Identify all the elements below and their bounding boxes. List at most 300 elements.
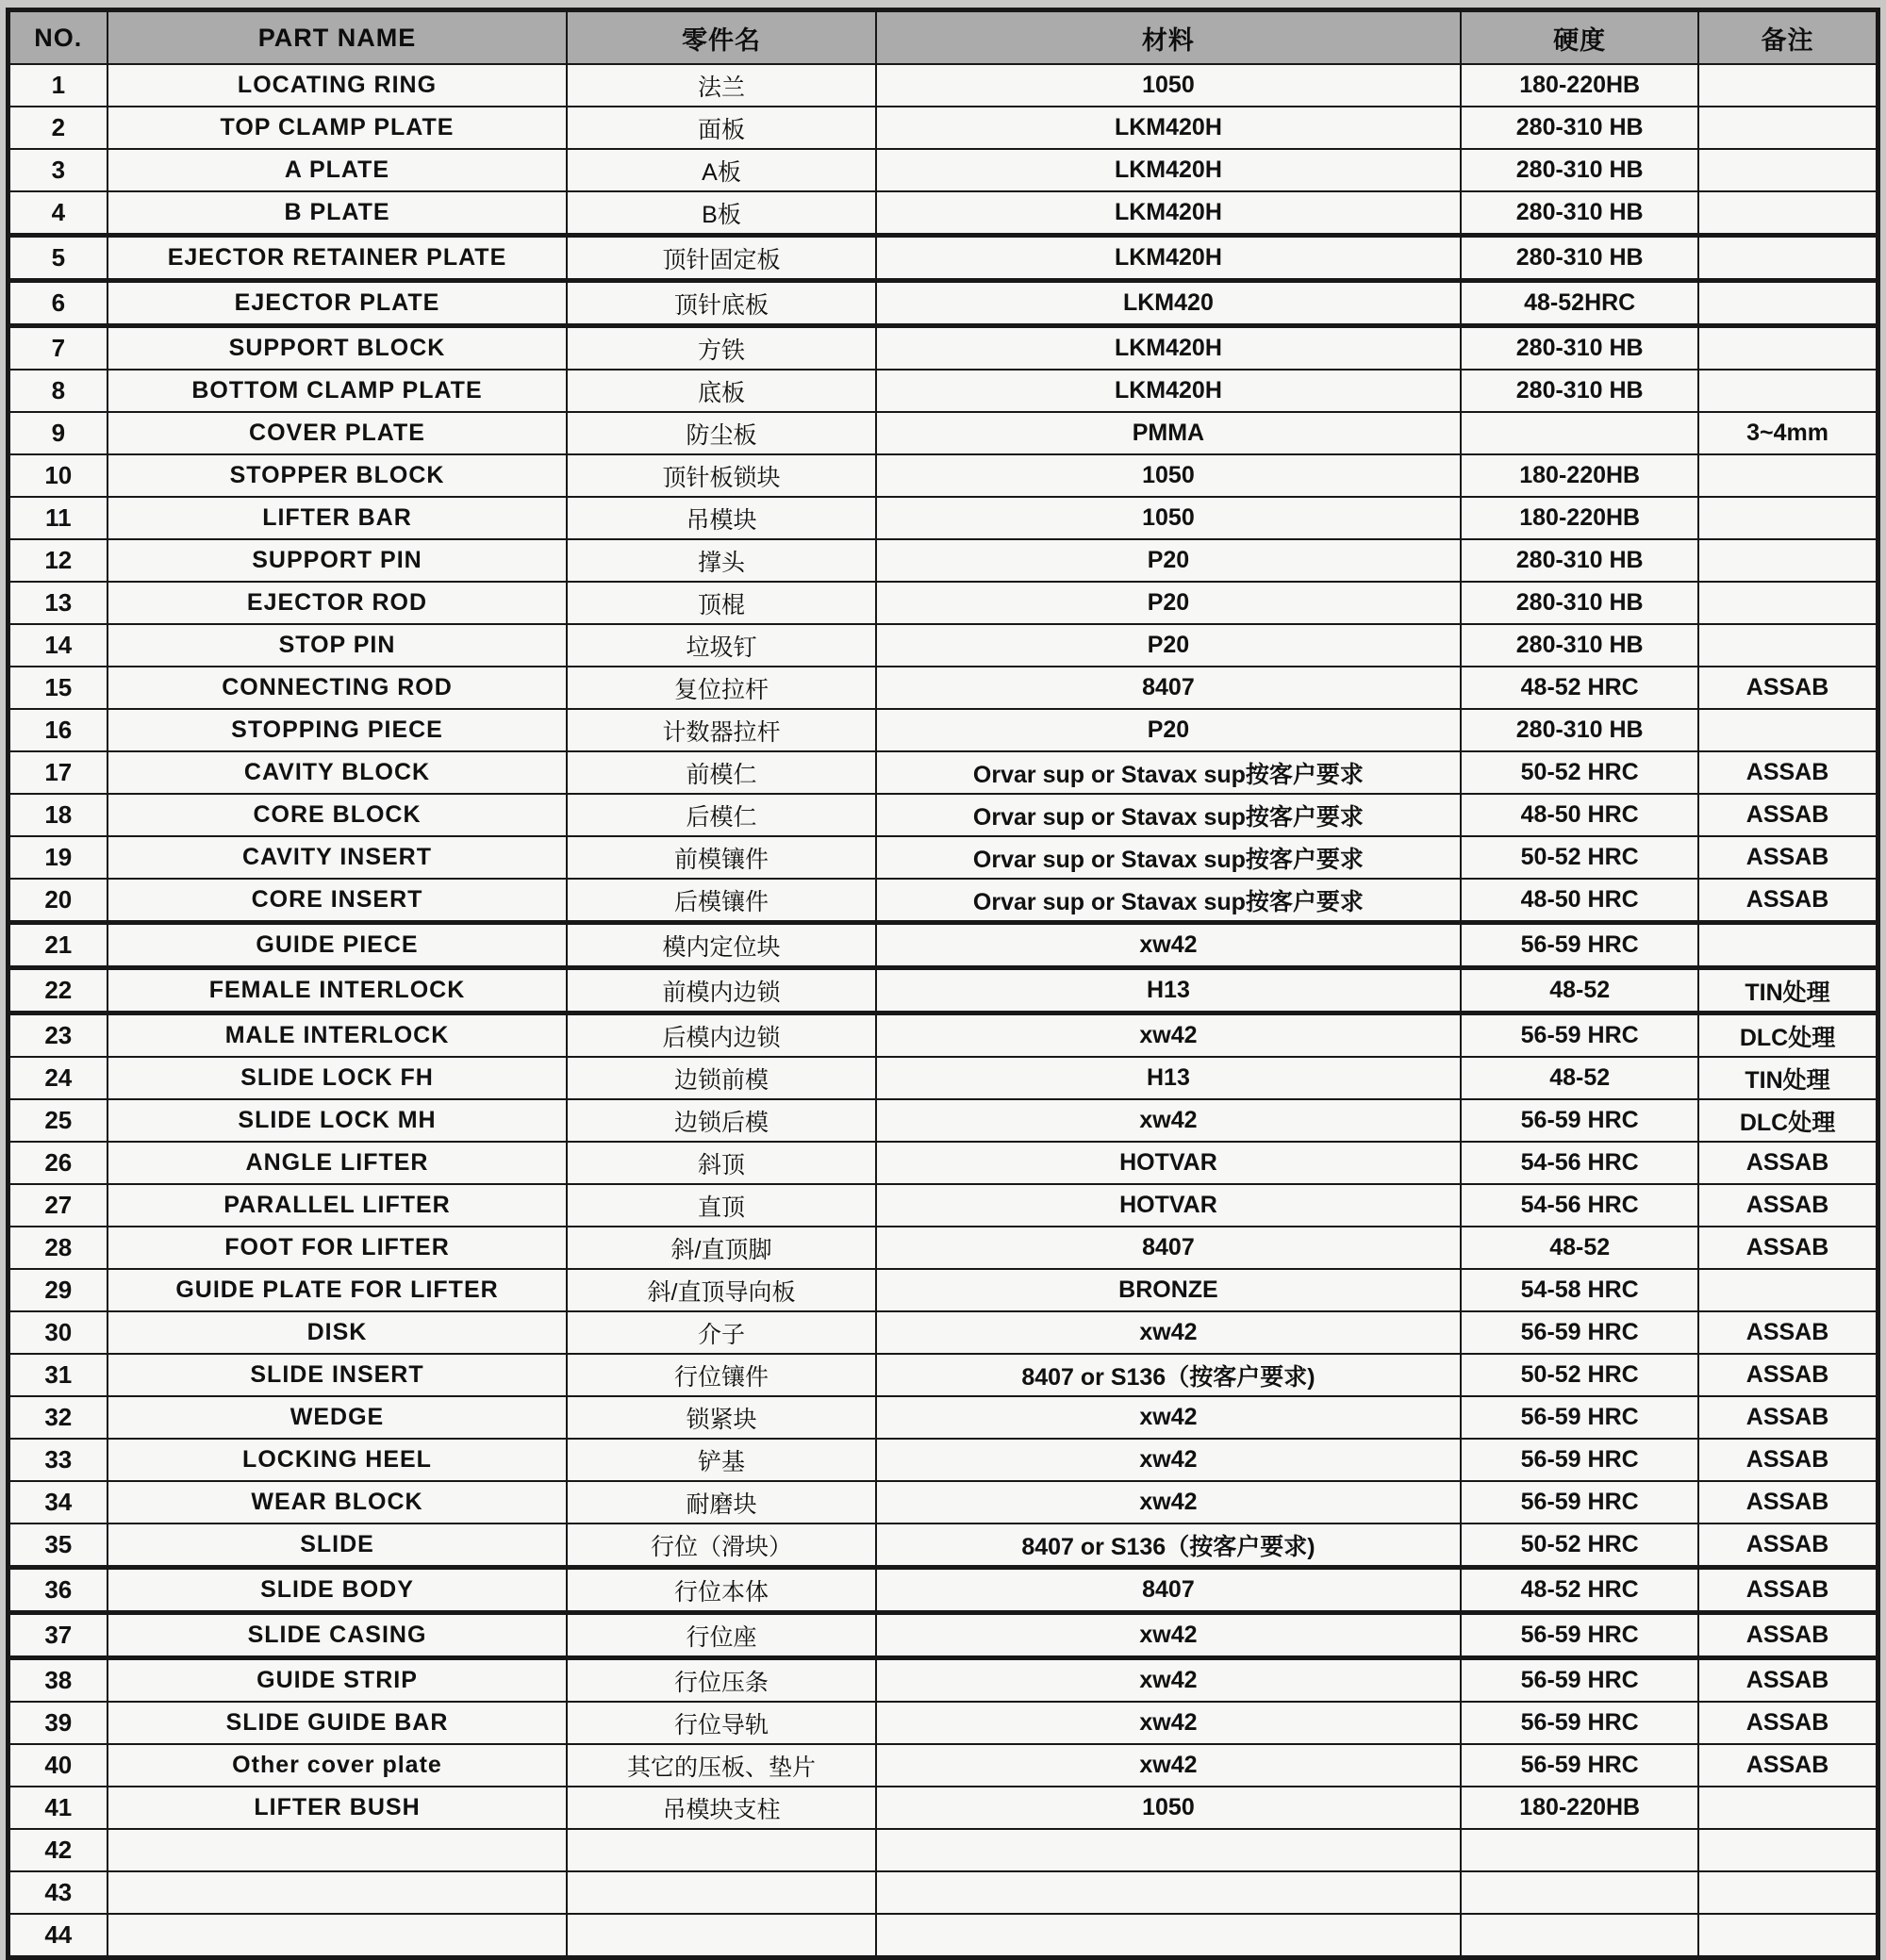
row-number-cell: 18 xyxy=(8,794,108,836)
part-name-cell: GUIDE STRIP xyxy=(108,1658,568,1703)
table-row xyxy=(8,370,1878,412)
row-number-cell: 1 xyxy=(8,64,108,107)
material-cell: xw42 xyxy=(876,1658,1462,1703)
row-number-cell: 38 xyxy=(8,1658,108,1703)
remark-cell xyxy=(1698,370,1878,412)
part-name-cell: WEDGE xyxy=(108,1396,568,1439)
chinese-name-cell: 介子 xyxy=(567,1311,875,1354)
part-name-cell: EJECTOR ROD xyxy=(108,582,568,624)
chinese-name-cell: 面板 xyxy=(567,107,875,149)
chinese-name-cell xyxy=(567,1871,875,1914)
remark-cell: TIN处理 xyxy=(1698,968,1878,1013)
remark-cell xyxy=(1698,539,1878,582)
remark-cell: ASSAB xyxy=(1698,879,1878,923)
remark-cell xyxy=(1698,709,1878,751)
table-row xyxy=(8,1524,1878,1568)
chinese-name-cell: 顶针板锁块 xyxy=(567,454,875,497)
material-cell: 8407 xyxy=(876,1568,1462,1613)
row-number-cell: 8 xyxy=(8,370,108,412)
row-number-cell: 37 xyxy=(8,1613,108,1658)
remark-cell xyxy=(1698,1269,1878,1311)
row-number-cell: 4 xyxy=(8,191,108,236)
material-cell: xw42 xyxy=(876,1439,1462,1481)
remark-cell xyxy=(1698,582,1878,624)
table-row xyxy=(8,923,1878,968)
chinese-name-cell: 锁紧块 xyxy=(567,1396,875,1439)
part-name-cell: CAVITY INSERT xyxy=(108,836,568,879)
hardness-cell: 48-52 xyxy=(1461,1057,1698,1099)
chinese-name-cell: 前模镶件 xyxy=(567,836,875,879)
table-row xyxy=(8,968,1878,1013)
material-cell: LKM420 xyxy=(876,281,1462,326)
part-name-cell: FEMALE INTERLOCK xyxy=(108,968,568,1013)
part-name-cell: STOP PIN xyxy=(108,624,568,667)
material-cell: LKM420H xyxy=(876,370,1462,412)
material-cell: 8407 xyxy=(876,1227,1462,1269)
part-name-cell: WEAR BLOCK xyxy=(108,1481,568,1524)
row-number-cell: 42 xyxy=(8,1829,108,1871)
row-number-cell: 29 xyxy=(8,1269,108,1311)
table-row xyxy=(8,149,1878,191)
table-row xyxy=(8,1354,1878,1396)
part-name-cell: A PLATE xyxy=(108,149,568,191)
chinese-name-cell: 行位本体 xyxy=(567,1568,875,1613)
remark-cell: ASSAB xyxy=(1698,1184,1878,1227)
part-name-cell: SUPPORT PIN xyxy=(108,539,568,582)
table-row xyxy=(8,1658,1878,1703)
table-row xyxy=(8,326,1878,371)
remark-cell xyxy=(1698,454,1878,497)
row-number-cell: 36 xyxy=(8,1568,108,1613)
remark-cell: ASSAB xyxy=(1698,667,1878,709)
table-row xyxy=(8,1396,1878,1439)
table-row xyxy=(8,1439,1878,1481)
row-number-cell: 32 xyxy=(8,1396,108,1439)
chinese-name-cell: 后模内边锁 xyxy=(567,1013,875,1058)
remark-cell: DLC处理 xyxy=(1698,1013,1878,1058)
part-name-cell: COVER PLATE xyxy=(108,412,568,454)
table-row xyxy=(8,1829,1878,1871)
table-row xyxy=(8,539,1878,582)
hardness-cell: 180-220HB xyxy=(1461,497,1698,539)
hardness-cell: 280-310 HB xyxy=(1461,624,1698,667)
part-name-cell: FOOT FOR LIFTER xyxy=(108,1227,568,1269)
material-cell xyxy=(876,1914,1462,1958)
material-cell: BRONZE xyxy=(876,1269,1462,1311)
part-name-cell: EJECTOR RETAINER PLATE xyxy=(108,236,568,281)
chinese-name-cell: 行位（滑块） xyxy=(567,1524,875,1568)
part-name-cell: STOPPER BLOCK xyxy=(108,454,568,497)
header-hardness: 硬度 xyxy=(1461,10,1698,65)
remark-cell: ASSAB xyxy=(1698,1702,1878,1744)
remark-cell: ASSAB xyxy=(1698,751,1878,794)
hardness-cell: 180-220HB xyxy=(1461,64,1698,107)
hardness-cell: 280-310 HB xyxy=(1461,370,1698,412)
table-row xyxy=(8,497,1878,539)
remark-cell xyxy=(1698,497,1878,539)
hardness-cell: 56-59 HRC xyxy=(1461,1439,1698,1481)
hardness-cell: 56-59 HRC xyxy=(1461,1311,1698,1354)
remark-cell xyxy=(1698,1871,1878,1914)
chinese-name-cell: 边锁后模 xyxy=(567,1099,875,1142)
hardness-cell: 56-59 HRC xyxy=(1461,1702,1698,1744)
remark-cell: ASSAB xyxy=(1698,1354,1878,1396)
chinese-name-cell: 复位拉杆 xyxy=(567,667,875,709)
row-number-cell: 44 xyxy=(8,1914,108,1958)
hardness-cell xyxy=(1461,1829,1698,1871)
chinese-name-cell: 行位导轨 xyxy=(567,1702,875,1744)
part-name-cell: CONNECTING ROD xyxy=(108,667,568,709)
table-row xyxy=(8,794,1878,836)
chinese-name-cell: A板 xyxy=(567,149,875,191)
chinese-name-cell: 法兰 xyxy=(567,64,875,107)
remark-cell: ASSAB xyxy=(1698,1227,1878,1269)
chinese-name-cell: 边锁前模 xyxy=(567,1057,875,1099)
chinese-name-cell: 顶针固定板 xyxy=(567,236,875,281)
table-row xyxy=(8,709,1878,751)
hardness-cell: 50-52 HRC xyxy=(1461,1524,1698,1568)
table-row xyxy=(8,236,1878,281)
part-name-cell: B PLATE xyxy=(108,191,568,236)
hardness-cell: 280-310 HB xyxy=(1461,709,1698,751)
hardness-cell: 50-52 HRC xyxy=(1461,751,1698,794)
material-cell: xw42 xyxy=(876,1613,1462,1658)
hardness-cell: 56-59 HRC xyxy=(1461,923,1698,968)
row-number-cell: 20 xyxy=(8,879,108,923)
row-number-cell: 30 xyxy=(8,1311,108,1354)
material-cell: Orvar sup or Stavax sup按客户要求 xyxy=(876,836,1462,879)
chinese-name-cell: 斜顶 xyxy=(567,1142,875,1184)
parts-table xyxy=(6,8,1880,1960)
chinese-name-cell: B板 xyxy=(567,191,875,236)
chinese-name-cell: 斜/直顶导向板 xyxy=(567,1269,875,1311)
material-cell: Orvar sup or Stavax sup按客户要求 xyxy=(876,751,1462,794)
table-row xyxy=(8,879,1878,923)
remark-cell xyxy=(1698,191,1878,236)
hardness-cell: 48-52 HRC xyxy=(1461,1568,1698,1613)
table-row xyxy=(8,582,1878,624)
chinese-name-cell: 顶针底板 xyxy=(567,281,875,326)
header-cn-name: 零件名 xyxy=(567,10,875,65)
header-remark: 备注 xyxy=(1698,10,1878,65)
remark-cell: DLC处理 xyxy=(1698,1099,1878,1142)
chinese-name-cell: 底板 xyxy=(567,370,875,412)
material-cell: xw42 xyxy=(876,923,1462,968)
hardness-cell: 48-52HRC xyxy=(1461,281,1698,326)
table-row xyxy=(8,1269,1878,1311)
row-number-cell: 10 xyxy=(8,454,108,497)
table-row xyxy=(8,836,1878,879)
chinese-name-cell: 防尘板 xyxy=(567,412,875,454)
material-cell: 1050 xyxy=(876,454,1462,497)
row-number-cell: 43 xyxy=(8,1871,108,1914)
part-name-cell: TOP CLAMP PLATE xyxy=(108,107,568,149)
table-row xyxy=(8,281,1878,326)
row-number-cell: 33 xyxy=(8,1439,108,1481)
part-name-cell xyxy=(108,1829,568,1871)
chinese-name-cell: 后模仁 xyxy=(567,794,875,836)
part-name-cell: SLIDE BODY xyxy=(108,1568,568,1613)
table-row xyxy=(8,191,1878,236)
row-number-cell: 22 xyxy=(8,968,108,1013)
chinese-name-cell: 行位座 xyxy=(567,1613,875,1658)
remark-cell xyxy=(1698,107,1878,149)
hardness-cell: 56-59 HRC xyxy=(1461,1396,1698,1439)
hardness-cell: 50-52 HRC xyxy=(1461,1354,1698,1396)
table-body xyxy=(8,64,1878,1958)
hardness-cell: 48-52 xyxy=(1461,1227,1698,1269)
hardness-cell: 48-50 HRC xyxy=(1461,879,1698,923)
row-number-cell: 14 xyxy=(8,624,108,667)
remark-cell xyxy=(1698,1914,1878,1958)
row-number-cell: 28 xyxy=(8,1227,108,1269)
material-cell: HOTVAR xyxy=(876,1184,1462,1227)
chinese-name-cell: 耐磨块 xyxy=(567,1481,875,1524)
row-number-cell: 40 xyxy=(8,1744,108,1787)
part-name-cell: SLIDE INSERT xyxy=(108,1354,568,1396)
row-number-cell: 23 xyxy=(8,1013,108,1058)
material-cell: LKM420H xyxy=(876,107,1462,149)
table-row xyxy=(8,1227,1878,1269)
part-name-cell: SLIDE LOCK FH xyxy=(108,1057,568,1099)
chinese-name-cell: 撑头 xyxy=(567,539,875,582)
hardness-cell: 280-310 HB xyxy=(1461,539,1698,582)
row-number-cell: 19 xyxy=(8,836,108,879)
chinese-name-cell: 顶棍 xyxy=(567,582,875,624)
part-name-cell: GUIDE PLATE FOR LIFTER xyxy=(108,1269,568,1311)
material-cell: xw42 xyxy=(876,1013,1462,1058)
chinese-name-cell xyxy=(567,1829,875,1871)
header-row xyxy=(8,10,1878,65)
row-number-cell: 35 xyxy=(8,1524,108,1568)
table-row xyxy=(8,1744,1878,1787)
table-row xyxy=(8,412,1878,454)
chinese-name-cell: 后模镶件 xyxy=(567,879,875,923)
part-name-cell: BOTTOM CLAMP PLATE xyxy=(108,370,568,412)
table-row xyxy=(8,1099,1878,1142)
remark-cell xyxy=(1698,236,1878,281)
remark-cell: 3~4mm xyxy=(1698,412,1878,454)
hardness-cell: 56-59 HRC xyxy=(1461,1013,1698,1058)
row-number-cell: 39 xyxy=(8,1702,108,1744)
hardness-cell: 280-310 HB xyxy=(1461,191,1698,236)
row-number-cell: 31 xyxy=(8,1354,108,1396)
hardness-cell: 280-310 HB xyxy=(1461,107,1698,149)
chinese-name-cell: 垃圾钉 xyxy=(567,624,875,667)
table-row xyxy=(8,1613,1878,1658)
part-name-cell: SLIDE CASING xyxy=(108,1613,568,1658)
part-name-cell: CORE BLOCK xyxy=(108,794,568,836)
part-name-cell xyxy=(108,1914,568,1958)
chinese-name-cell: 方铁 xyxy=(567,326,875,371)
material-cell: 1050 xyxy=(876,64,1462,107)
header-part-name: PART NAME xyxy=(108,10,568,65)
row-number-cell: 7 xyxy=(8,326,108,371)
row-number-cell: 15 xyxy=(8,667,108,709)
material-cell: xw42 xyxy=(876,1099,1462,1142)
row-number-cell: 6 xyxy=(8,281,108,326)
row-number-cell: 2 xyxy=(8,107,108,149)
table-row xyxy=(8,1914,1878,1958)
part-name-cell: SUPPORT BLOCK xyxy=(108,326,568,371)
hardness-cell: 48-50 HRC xyxy=(1461,794,1698,836)
material-cell xyxy=(876,1829,1462,1871)
remark-cell: ASSAB xyxy=(1698,1524,1878,1568)
chinese-name-cell: 计数器拉杆 xyxy=(567,709,875,751)
remark-cell xyxy=(1698,64,1878,107)
chinese-name-cell: 模内定位块 xyxy=(567,923,875,968)
remark-cell xyxy=(1698,1829,1878,1871)
table-header xyxy=(8,10,1878,65)
part-name-cell: Other cover plate xyxy=(108,1744,568,1787)
material-cell: 8407 or S136（按客户要求) xyxy=(876,1524,1462,1568)
part-name-cell: DISK xyxy=(108,1311,568,1354)
part-name-cell: MALE INTERLOCK xyxy=(108,1013,568,1058)
hardness-cell: 280-310 HB xyxy=(1461,236,1698,281)
table-row xyxy=(8,1142,1878,1184)
row-number-cell: 41 xyxy=(8,1787,108,1829)
row-number-cell: 26 xyxy=(8,1142,108,1184)
table-row xyxy=(8,1013,1878,1058)
row-number-cell: 24 xyxy=(8,1057,108,1099)
table-row xyxy=(8,107,1878,149)
material-cell: xw42 xyxy=(876,1744,1462,1787)
part-name-cell: STOPPING PIECE xyxy=(108,709,568,751)
hardness-cell xyxy=(1461,1871,1698,1914)
row-number-cell: 12 xyxy=(8,539,108,582)
part-name-cell: SLIDE xyxy=(108,1524,568,1568)
chinese-name-cell: 行位镶件 xyxy=(567,1354,875,1396)
remark-cell: ASSAB xyxy=(1698,1744,1878,1787)
row-number-cell: 5 xyxy=(8,236,108,281)
part-name-cell: GUIDE PIECE xyxy=(108,923,568,968)
remark-cell xyxy=(1698,1787,1878,1829)
row-number-cell: 34 xyxy=(8,1481,108,1524)
row-number-cell: 25 xyxy=(8,1099,108,1142)
chinese-name-cell: 吊模块支柱 xyxy=(567,1787,875,1829)
material-cell: LKM420H xyxy=(876,236,1462,281)
chinese-name-cell: 前模仁 xyxy=(567,751,875,794)
remark-cell: ASSAB xyxy=(1698,1311,1878,1354)
material-cell: P20 xyxy=(876,709,1462,751)
hardness-cell xyxy=(1461,412,1698,454)
remark-cell: ASSAB xyxy=(1698,1481,1878,1524)
row-number-cell: 13 xyxy=(8,582,108,624)
table-row xyxy=(8,751,1878,794)
material-cell: H13 xyxy=(876,968,1462,1013)
chinese-name-cell: 吊模块 xyxy=(567,497,875,539)
remark-cell: ASSAB xyxy=(1698,794,1878,836)
table-row xyxy=(8,1481,1878,1524)
row-number-cell: 21 xyxy=(8,923,108,968)
hardness-cell: 280-310 HB xyxy=(1461,149,1698,191)
part-name-cell: EJECTOR PLATE xyxy=(108,281,568,326)
hardness-cell: 54-56 HRC xyxy=(1461,1184,1698,1227)
hardness-cell: 280-310 HB xyxy=(1461,326,1698,371)
hardness-cell: 180-220HB xyxy=(1461,454,1698,497)
material-cell xyxy=(876,1871,1462,1914)
remark-cell xyxy=(1698,923,1878,968)
remark-cell: ASSAB xyxy=(1698,1568,1878,1613)
remark-cell xyxy=(1698,281,1878,326)
remark-cell: ASSAB xyxy=(1698,1396,1878,1439)
hardness-cell: 48-52 xyxy=(1461,968,1698,1013)
material-cell: HOTVAR xyxy=(876,1142,1462,1184)
hardness-cell: 56-59 HRC xyxy=(1461,1744,1698,1787)
table-row xyxy=(8,1871,1878,1914)
hardness-cell: 54-58 HRC xyxy=(1461,1269,1698,1311)
material-cell: 8407 xyxy=(876,667,1462,709)
hardness-cell: 56-59 HRC xyxy=(1461,1481,1698,1524)
hardness-cell: 56-59 HRC xyxy=(1461,1099,1698,1142)
row-number-cell: 9 xyxy=(8,412,108,454)
material-cell: Orvar sup or Stavax sup按客户要求 xyxy=(876,879,1462,923)
row-number-cell: 27 xyxy=(8,1184,108,1227)
chinese-name-cell: 直顶 xyxy=(567,1184,875,1227)
remark-cell: ASSAB xyxy=(1698,1658,1878,1703)
hardness-cell: 50-52 HRC xyxy=(1461,836,1698,879)
table-row xyxy=(8,454,1878,497)
table-row xyxy=(8,1311,1878,1354)
header-no: NO. xyxy=(8,10,108,65)
material-cell: H13 xyxy=(876,1057,1462,1099)
hardness-cell: 280-310 HB xyxy=(1461,582,1698,624)
material-cell: P20 xyxy=(876,539,1462,582)
material-cell: LKM420H xyxy=(876,149,1462,191)
hardness-cell: 56-59 HRC xyxy=(1461,1613,1698,1658)
part-name-cell: CORE INSERT xyxy=(108,879,568,923)
remark-cell: ASSAB xyxy=(1698,1613,1878,1658)
part-name-cell: CAVITY BLOCK xyxy=(108,751,568,794)
part-name-cell: ANGLE LIFTER xyxy=(108,1142,568,1184)
material-cell: LKM420H xyxy=(876,326,1462,371)
part-name-cell: LIFTER BAR xyxy=(108,497,568,539)
remark-cell xyxy=(1698,624,1878,667)
part-name-cell: PARALLEL LIFTER xyxy=(108,1184,568,1227)
part-name-cell: SLIDE GUIDE BAR xyxy=(108,1702,568,1744)
material-cell: LKM420H xyxy=(876,191,1462,236)
row-number-cell: 16 xyxy=(8,709,108,751)
remark-cell: ASSAB xyxy=(1698,1142,1878,1184)
chinese-name-cell: 铲基 xyxy=(567,1439,875,1481)
table-row xyxy=(8,1184,1878,1227)
remark-cell xyxy=(1698,149,1878,191)
remark-cell: ASSAB xyxy=(1698,836,1878,879)
table-row xyxy=(8,1057,1878,1099)
material-cell: P20 xyxy=(876,582,1462,624)
table-row xyxy=(8,1568,1878,1613)
chinese-name-cell xyxy=(567,1914,875,1958)
part-name-cell: LIFTER BUSH xyxy=(108,1787,568,1829)
material-cell: P20 xyxy=(876,624,1462,667)
hardness-cell: 54-56 HRC xyxy=(1461,1142,1698,1184)
material-cell: Orvar sup or Stavax sup按客户要求 xyxy=(876,794,1462,836)
part-name-cell: LOCATING RING xyxy=(108,64,568,107)
table-row xyxy=(8,667,1878,709)
hardness-cell: 56-59 HRC xyxy=(1461,1658,1698,1703)
material-cell: xw42 xyxy=(876,1396,1462,1439)
table-row xyxy=(8,64,1878,107)
hardness-cell: 180-220HB xyxy=(1461,1787,1698,1829)
material-cell: xw42 xyxy=(876,1311,1462,1354)
part-name-cell: LOCKING HEEL xyxy=(108,1439,568,1481)
material-cell: xw42 xyxy=(876,1702,1462,1744)
table-row xyxy=(8,624,1878,667)
row-number-cell: 11 xyxy=(8,497,108,539)
material-cell: 1050 xyxy=(876,497,1462,539)
remark-cell: ASSAB xyxy=(1698,1439,1878,1481)
material-cell: PMMA xyxy=(876,412,1462,454)
